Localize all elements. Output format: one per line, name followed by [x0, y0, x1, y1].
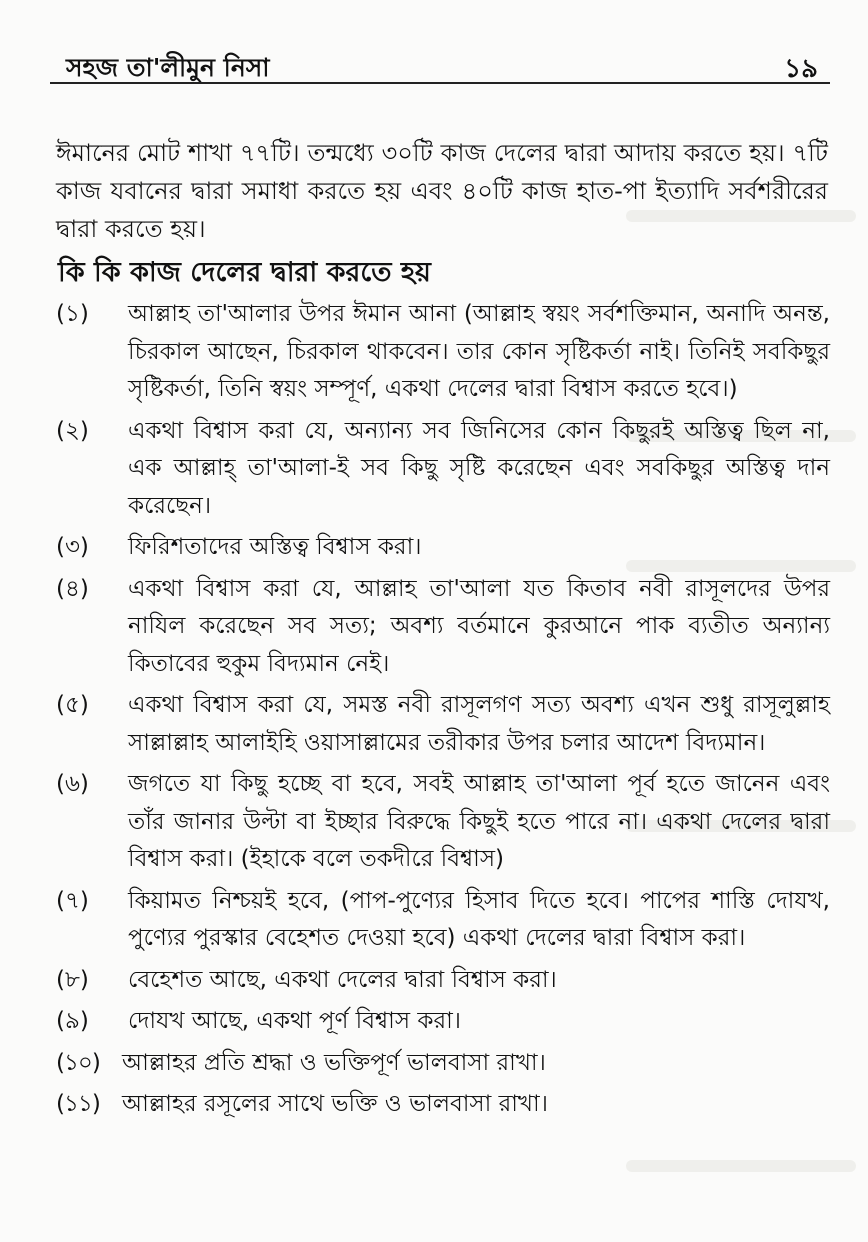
- header-rule: [50, 82, 830, 84]
- item-number: (৬): [56, 771, 89, 797]
- item-text: আল্লাহর রসূলের সাথে ভক্তি ও ভালবাসা রাখা।: [122, 1091, 548, 1117]
- show-through-artifact: [626, 1160, 856, 1172]
- running-title: সহজ তা'লীমুন নিসা: [66, 53, 270, 82]
- list-item: [56, 766, 830, 879]
- item-text: দোযখ আছে, একথা পূর্ণ বিশ্বাস করা।: [128, 1008, 461, 1034]
- item-text: একথা বিশ্বাস করা যে, সমস্ত নবী রাসূলগণ সত্য অবশ্য এখন শুধু রাসূলুল্লাহ সাল্লাল্লাহ আলাইহি ওয়াসাল্লামের তরীকার উপর চলার আদেশ বিদ্যমান।: [128, 692, 830, 756]
- item-number: (৩): [56, 534, 89, 560]
- list-item: [56, 296, 830, 409]
- item-number: (৮): [56, 966, 89, 993]
- item-number: (৭): [56, 887, 89, 914]
- page-header: [50, 42, 830, 86]
- item-number: (৪): [56, 575, 89, 602]
- item-text: বেহেশত আছে, একথা দেলের দ্বারা বিশ্বাস করা।: [128, 966, 557, 993]
- item-number: (৫): [56, 692, 89, 718]
- list-item: [56, 571, 830, 684]
- intro-paragraph: ঈমানের মোট শাখা ৭৭টি। তন্মধ্যে ৩০টি কাজ দেলের দ্বারা আদায় করতে হয়। ৭টি কাজ যবানের দ্বারা সমাধা করতে হয় এবং ৪০টি কাজ হাত-পা ইত্যাদি সর্বশরীরের দ্বারা করতে হয়।: [56, 139, 828, 243]
- page-number: ১৯: [784, 54, 818, 84]
- list-item: [56, 1045, 830, 1083]
- belief-list: [56, 296, 830, 1128]
- list-item: [56, 883, 830, 958]
- item-number: (১১): [56, 1091, 100, 1117]
- item-number: (২): [56, 417, 89, 444]
- item-text: একথা বিশ্বাস করা যে, অন্যান্য সব জিনিসের কোন কিছুরই অস্তিত্ব ছিল না, এক আল্লাহ্ তা'আলা-ই সব কিছু সৃষ্টি করেছেন এবং সবকিছুর অস্তিত্ব দান করেছেন।: [128, 417, 830, 519]
- item-text: জগতে যা কিছু হচ্ছে বা হবে, সবই আল্লাহ তা'আলা পূর্ব হতে জানেন এবং তাঁর জানার উল্টা বা ইচ্ছার বিরুদ্ধে কিছুই হতে পারে না। একথা দেলের দ্বারা বিশ্বাস করা। (ইহাকে বলে তকদীরে বিশ্বাস): [128, 771, 830, 872]
- item-text: একথা বিশ্বাস করা যে, আল্লাহ তা'আলা যত কিতাব নবী রাসূলদের উপর নাযিল করেছেন সব সত্য; অবশ্য বর্তমানে কুরআনে পাক ব্যতীত অন্যান্য কিতাবের হুকুম বিদ্যমান নেই।: [128, 575, 830, 677]
- list-item: [56, 529, 830, 567]
- list-item: [56, 687, 830, 762]
- list-item: [56, 1086, 830, 1124]
- item-number: (১): [56, 301, 89, 327]
- item-text: ফিরিশতাদের অস্তিত্ব বিশ্বাস করা।: [128, 534, 422, 560]
- list-item: [56, 413, 830, 526]
- section-heading: কি কি কাজ দেলের দ্বারা করতে হয়: [58, 257, 431, 288]
- item-text: কিয়ামত নিশ্চয়ই হবে, (পাপ-পুণ্যের হিসাব দিতে হবে। পাপের শাস্তি দোযখ, পুণ্যের পুরস্কার বেহেশত দেওয়া হবে) একথা দেলের দ্বারা বিশ্বাস করা।: [128, 887, 830, 951]
- list-item: [56, 1003, 830, 1041]
- item-text: আল্লাহ তা'আলার উপর ঈমান আনা (আল্লাহ স্বয়ং সর্বশক্তিমান, অনাদি অনন্ত, চিরকাল আছেন, চিরকাল থাকবেন। তার কোন সৃষ্টিকর্তা নাই। তিনিই সবকিছুর সৃষ্টিকর্তা, তিনি স্বয়ং সম্পূর্ণ, একথা দেলের দ্বারা বিশ্বাস করতে হবে।): [128, 301, 830, 402]
- item-number: (৯): [56, 1008, 89, 1034]
- item-number: (১০): [56, 1049, 100, 1076]
- list-item: [56, 962, 830, 1000]
- item-text: আল্লাহর প্রতি শ্রদ্ধা ও ভক্তিপূর্ণ ভালবাসা রাখা।: [122, 1049, 546, 1076]
